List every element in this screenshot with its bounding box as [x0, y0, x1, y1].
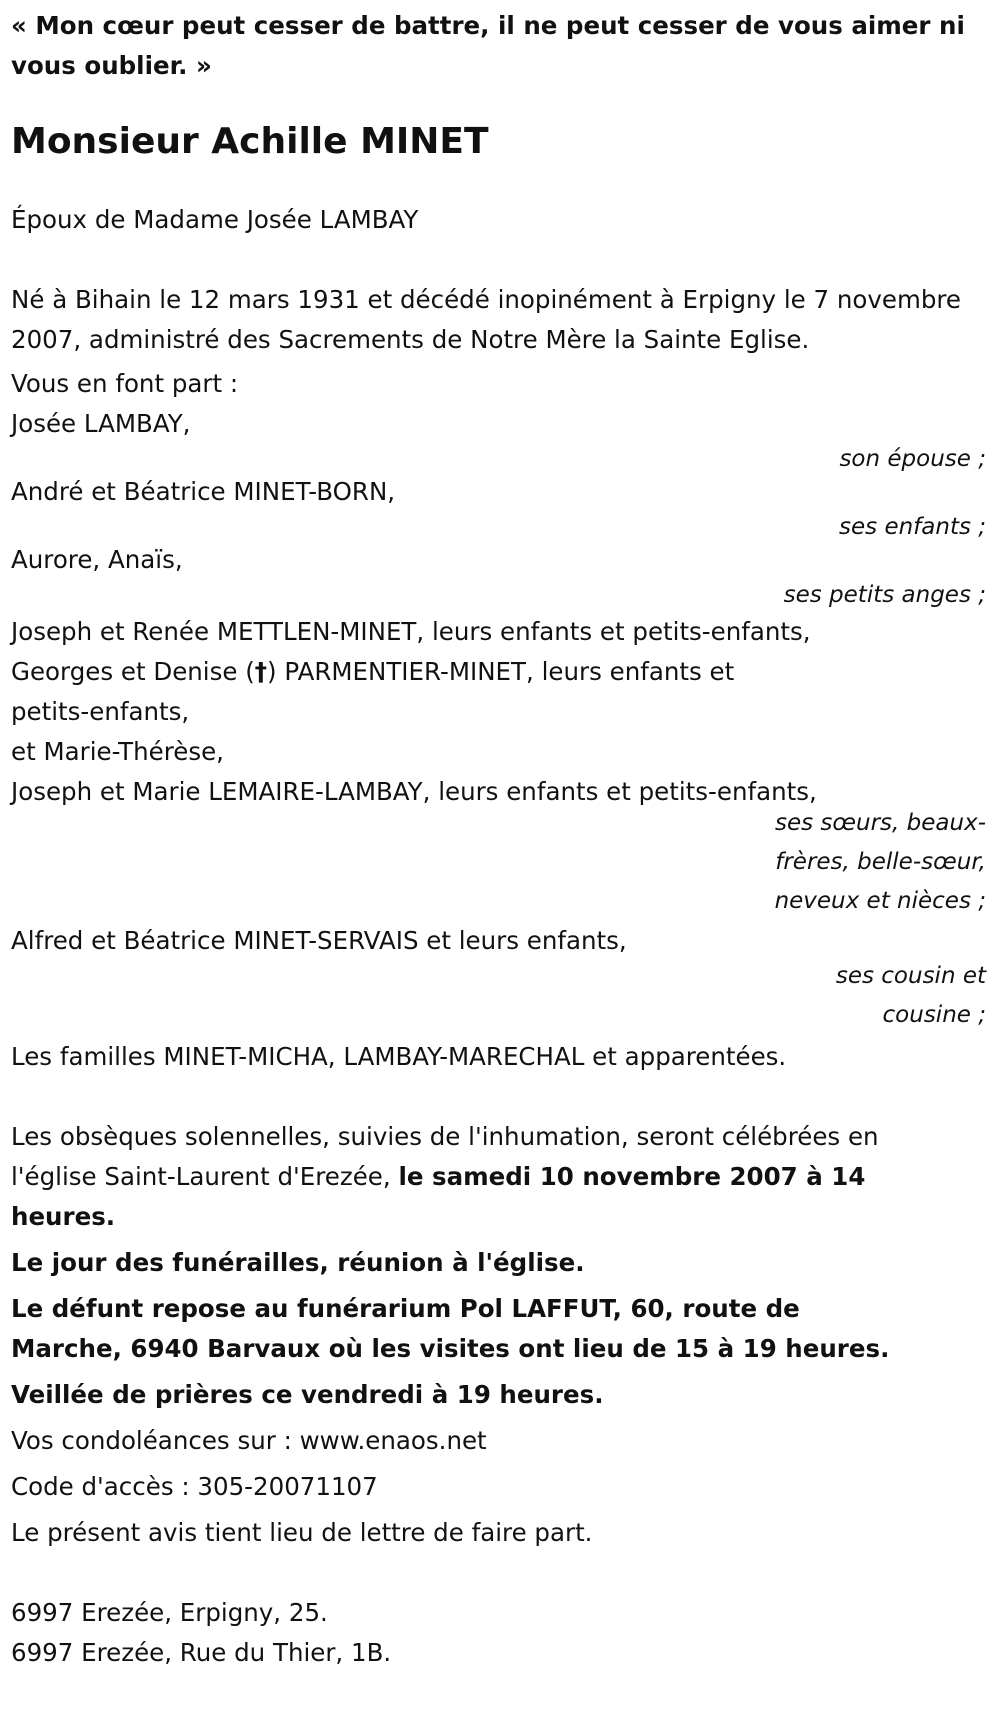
condolences-line: Vos condoléances sur : www.enaos.net: [11, 1426, 487, 1455]
birth-death-paragraph: Né à Bihain le 12 mars 1931 et décédé inopinément à Erpigny le 7 novembre 2007, administré des Sacrements de Notre Mère la Sainte Eglise.: [11, 285, 961, 354]
family-cousins-relation: ses cousin et cousine ;: [835, 963, 986, 1028]
family-siblings-relation-block: [11, 812, 986, 921]
obituary-content: [11, 0, 986, 1673]
address-line-1: 6997 Erezée, Erpigny, 25.: [11, 1598, 328, 1627]
family-sibling-2-part-1: Georges et Denise (: [11, 657, 255, 686]
family-sibling-2-part-2: ) PARMENTIER-MINET, leurs enfants et petits-enfants,: [11, 657, 735, 726]
notice-line: Le présent avis tient lieu de lettre de faire part.: [11, 1518, 593, 1547]
family-spouse-relation: son épouse ;: [839, 446, 986, 472]
address-line-2: 6997 Erezée, Rue du Thier, 1B.: [11, 1638, 392, 1667]
family-cousins-name: Alfred et Béatrice MINET-SERVAIS et leurs enfants,: [11, 926, 627, 955]
family-grandchildren-name: Aurore, Anaïs,: [11, 545, 183, 574]
spouse-line: Époux de Madame Josée LAMBAY: [11, 205, 419, 234]
family-grandchildren-relation: ses petits anges ;: [783, 582, 986, 608]
funeral-paragraph: [11, 1117, 891, 1237]
families-line: Les familles MINET-MICHA, LAMBAY-MARECHAL et apparentées.: [11, 1042, 787, 1071]
funeral-vigil: Veillée de prières ce vendredi à 19 heures.: [11, 1380, 604, 1409]
epigraph-quote: « Mon cœur peut cesser de battre, il ne peut cesser de vous aimer ni vous oublier. »: [11, 11, 965, 80]
funeral-meeting: Le jour des funérailles, réunion à l'église.: [11, 1248, 585, 1277]
access-code-line: Code d'accès : 305-20071107: [11, 1472, 378, 1501]
family-spouse-name: Josée LAMBAY,: [11, 409, 191, 438]
deceased-name: Monsieur Achille MINET: [11, 121, 489, 162]
family-sibling-3: et Marie-Thérèse,: [11, 737, 224, 766]
family-siblings-relation: ses sœurs, beaux-frères, belle-sœur, neveux et nièces ;: [774, 810, 986, 914]
family-sibling-1: Joseph et Renée METTLEN-MINET, leurs enfants et petits-enfants,: [11, 617, 811, 646]
funeral-intro: Les obsèques solennelles, suivies de l'inhumation, seront célébrées en l'église Saint-Laurent d'Erezée,: [11, 1122, 879, 1191]
funeral-date: le samedi 10 novembre 2007 à 14 heures.: [11, 1162, 866, 1231]
announce-intro: Vous en font part :: [11, 369, 239, 398]
family-children-relation: ses enfants ;: [839, 514, 986, 540]
family-cousins-relation-block: [11, 961, 986, 1035]
family-children-name: André et Béatrice MINET-BORN,: [11, 477, 396, 506]
family-sibling-2: [11, 652, 811, 732]
address-block: [11, 1593, 986, 1673]
family-sibling-4: Joseph et Marie LEMAIRE-LAMBAY, leurs enfants et petits-enfants,: [11, 777, 817, 806]
cross-icon: †: [254, 657, 268, 686]
funeral-repose: Le défunt repose au funérarium Pol LAFFUT, 60, route de Marche, 6940 Barvaux où les visites ont lieu de 15 à 19 heures.: [11, 1294, 890, 1363]
